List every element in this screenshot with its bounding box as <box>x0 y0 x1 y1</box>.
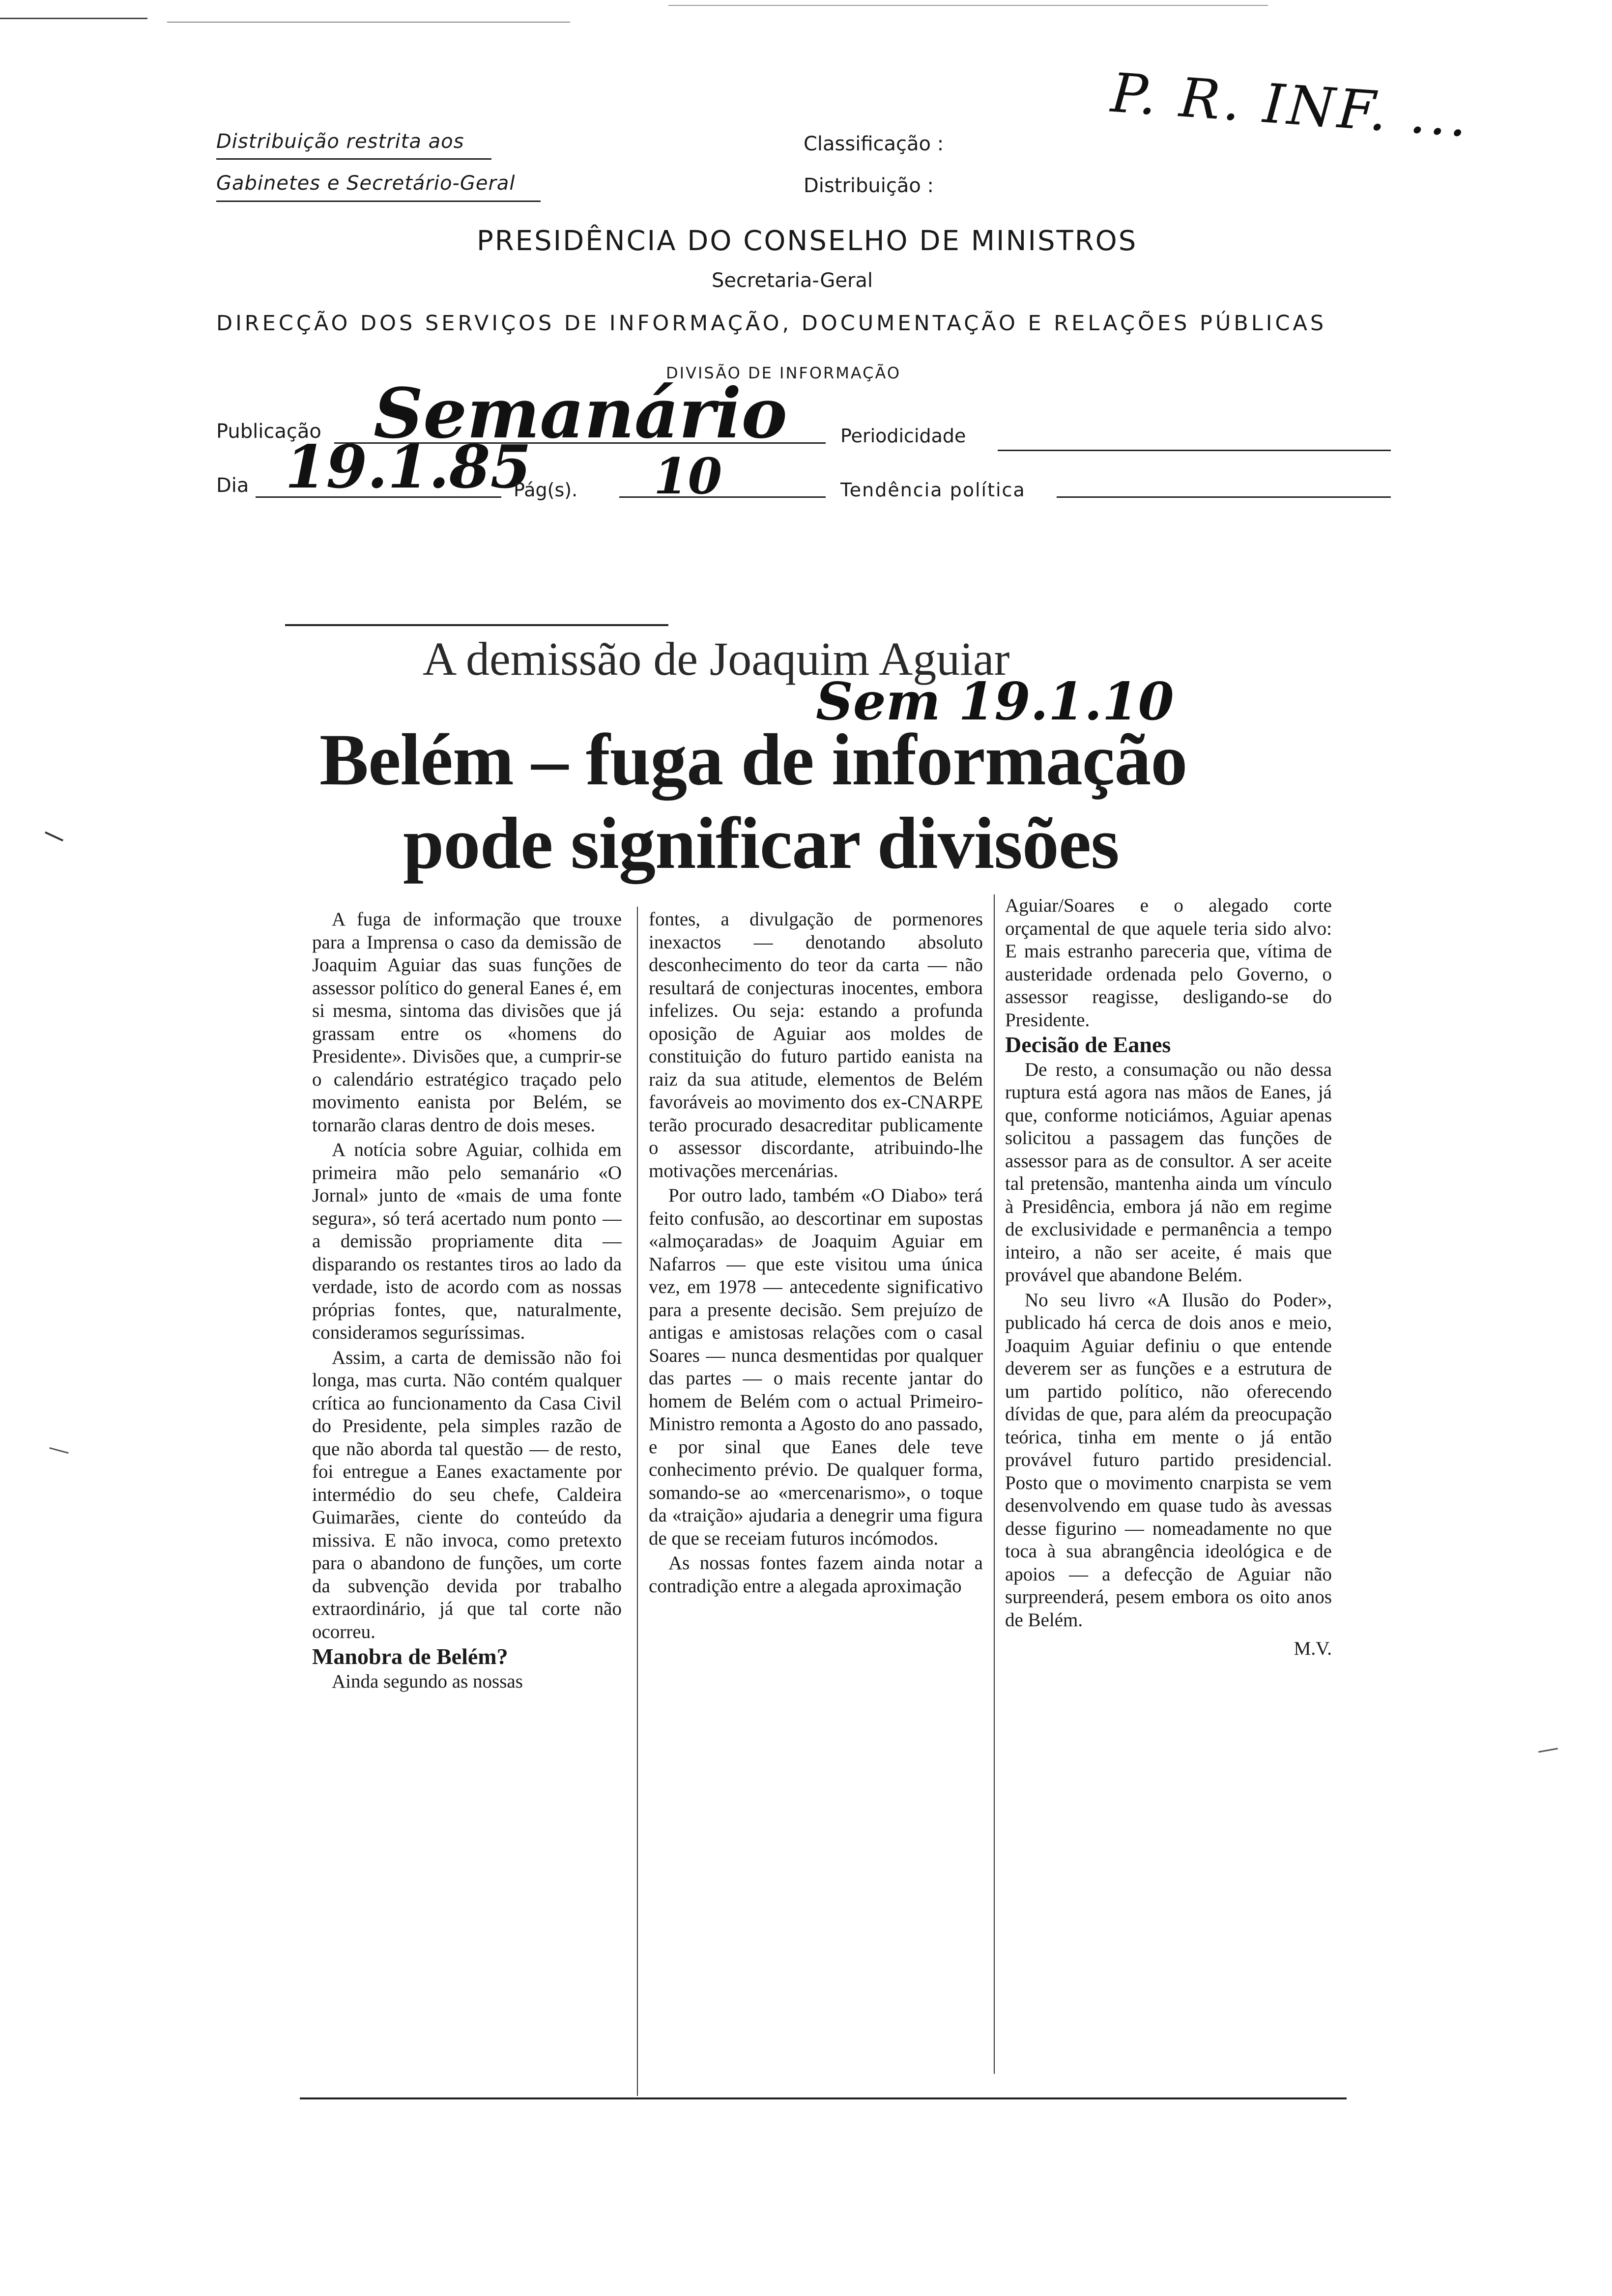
paragraph: fontes, a divulgação de pormenores inexactos — denotando absoluto desconhecimento do teor da carta — não resultará de conjecturas inocentes, embora infelizes. Ou seja: estando a profunda oposição de Aguiar aos moldes de constituição do futuro partido eanista na raiz da sua atitude, elementos de Belém favoráveis ao movimento dos ex-CNARPE terão procurado desacreditar publicamente o assessor discordante, atribuindo-lhe motivações mercenárias. <box>649 909 983 1181</box>
scan-artifact-line <box>167 22 570 23</box>
paragraph: De resto, a consumação ou não dessa ruptura está agora nas mãos de Eanes, já que, conforme noticiámos, Aguiar apenas solicitou a passagem das funções de assessor para as de consultor. A ser aceite tal pretensão, mantenha ainda um vínculo à Presidência, embora já não em regime de exclusividade e permanência a tempo inteiro, a não ser aceite, é mais que provável que abandone Belém. <box>1005 1059 1332 1286</box>
distribution-label: Distribuição : <box>804 174 934 197</box>
publication-label: Publicação <box>216 420 321 443</box>
pages-label: Pág(s). <box>514 479 578 501</box>
tendency-field-line <box>1057 496 1391 498</box>
paragraph: No seu livro «A Ilusão do Poder», publicado há cerca de dois anos e meio, Joaquim Aguiar definiu o que entende deverem ser as funções e a estrutura de um partido político, não oferecendo dívidas de que, para além da preocupação teórica, tinha em mente o já então provável futuro partido presidencial. Posto que o movimento cnarpista se vem desenvolvendo em quase tudo às avessas desse figurino — nomeadamente no que toca à sua abrangência ideológica e de apoios — a defecção de Aguiar não surpreenderá, pesem embora os oito anos de Belém. <box>1005 1289 1332 1631</box>
scan-artifact-line <box>668 5 1268 6</box>
scan-artifact-line <box>0 18 147 19</box>
stray-mark <box>1538 1748 1558 1753</box>
paragraph: Por outro lado, também «O Diabo» terá feito confusão, ao descortinar em supostas «almoçaradas» de Joaquim Aguiar em Nafarros — que este visitou uma única vez, em 1978 — antecedente significativo para a presente decisão. Sem prejuízo de antigas e amistosas relações com o casal Soares — nunca desmentidas por qualquer das partes — o mais recente jantar do homem de Belém com o actual Primeiro-Ministro remonta a Agosto do ano passado, e por sinal que Eanes dele teve conhecimento prévio. De qualquer forma, somando-se ao «mercenarismo», o toque da «traição» ajudaria a denegrir uma figura de que se receiam futuros incómodos. <box>649 1185 983 1549</box>
presidency-title: PRESIDÊNCIA DO CONSELHO DE MINISTROS <box>477 225 1138 257</box>
tendency-label: Tendência política <box>840 479 1026 501</box>
directorate-title: DIRECÇÃO DOS SERVIÇOS DE INFORMAÇÃO, DOCUMENTAÇÃO E RELAÇÕES PÚBLICAS <box>216 311 1327 336</box>
paragraph: As nossas fontes fazem ainda notar a contradição entre a alegada aproximação <box>649 1552 983 1597</box>
distribution-restricted-line2: Gabinetes e Secretário-Geral <box>216 172 516 195</box>
paragraph: Aguiar/Soares e o alegado corte orçamental de que aquele teria sido alvo: E mais estranho pareceria que, vítima de austeridade ordenada pelo Governo, o assessor reagisse, desligando-se do Presidente. <box>1005 895 1332 1031</box>
article-kicker: A demissão de Joaquim Aguiar <box>423 632 1010 685</box>
stray-mark <box>49 1447 68 1454</box>
signature: M.V. <box>1294 1638 1332 1659</box>
secretariat-title: Secretaria-Geral <box>712 269 873 292</box>
section-heading-manobra: Manobra de Belém? <box>312 1644 508 1669</box>
classification-label: Classificação : <box>804 133 944 155</box>
corner-handwritten-note: P. R. INF. ... <box>1109 61 1472 149</box>
division-title: DIVISÃO DE INFORMAÇÃO <box>666 364 901 382</box>
clipping-bottom-rule <box>300 2097 1347 2099</box>
periodicity-label: Periodicidade <box>840 425 966 447</box>
paragraph: A fuga de informação que trouxe para a Imprensa o caso da demissão de Joaquim Aguiar das suas funções de assessor político do general Eanes é, em si mesma, sintoma das divisões que já grassam entre os «homens do Presidente». Divisões que, a cumprir-se o calendário estratégico traçado pelo movimento eanista por Belém, se tornarão claras dentro de dois meses. <box>312 909 622 1136</box>
paragraph: Ainda segundo as nossas <box>332 1670 523 1692</box>
paragraph: Assim, a carta de demissão não foi longa, mas curta. Não contém qualquer crítica ao funcionamento da Casa Civil do Presidente, pela simples razão de que não aborda tal questão — de resto, foi entregue a Eanes exactamente por intermédio do seu chefe, Caldeira Guimarães, ciente do conteúdo da missiva. E não invoca, como pretexto para o abandono de funções, um corte da subvenção devida por trabalho extraordinário, já que tal corte não ocorreu. <box>312 1347 622 1642</box>
handwritten-date: 19.1.85 <box>285 432 532 502</box>
article-column-1 <box>312 908 622 2078</box>
article-column-3 <box>1005 894 1332 2064</box>
divider <box>216 158 491 160</box>
divider <box>216 201 541 202</box>
pages-field-line <box>619 496 826 498</box>
section-heading-decisao: Decisão de Eanes <box>1005 1032 1171 1057</box>
periodicity-field-line <box>998 450 1391 451</box>
day-label: Dia <box>216 474 249 497</box>
handwritten-clip-note: Sem 19.1.10 <box>816 671 1174 732</box>
column-separator <box>637 907 638 2096</box>
headline-line2: pode significar divisões <box>403 803 1119 884</box>
clipping-top-rule <box>285 624 668 626</box>
stray-mark <box>45 832 63 842</box>
headline-line1: Belém – fuga de informação <box>319 719 1187 801</box>
column-separator <box>994 894 995 2074</box>
article-column-2 <box>649 908 983 2078</box>
handwritten-pages: 10 <box>654 447 722 505</box>
distribution-restricted-line1: Distribuição restrita aos <box>216 130 464 153</box>
paragraph: A notícia sobre Aguiar, colhida em primeira mão pelo semanário «O Jornal» junto de «mais de uma fonte segura», só terá acertado num ponto — a demissão propriamente dita — disparando os restantes tiros ao lado da verdade, isto de acordo com as nossas próprias fontes, que, naturalmente, consideramos seguríssimas. <box>312 1139 622 1343</box>
handwritten-publication: Semanário <box>374 373 787 454</box>
